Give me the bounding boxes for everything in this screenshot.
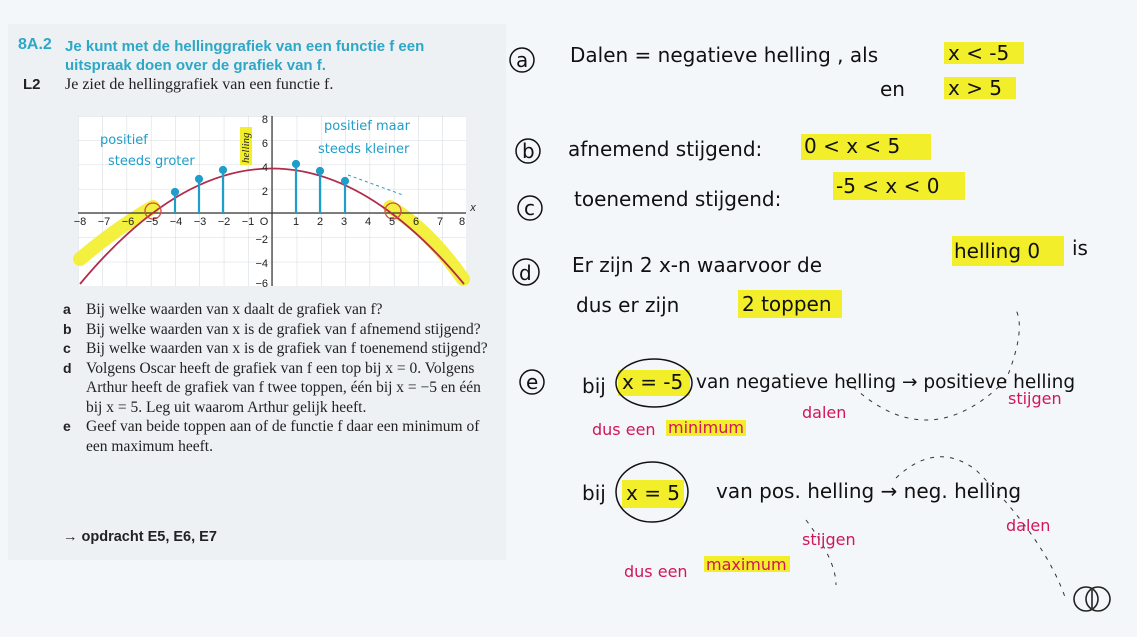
question-text: Bij welke waarden van x is de grafiek van f afnemend stijgend? (86, 320, 481, 338)
x-tick: 8 (458, 216, 466, 228)
y-tick: −6 (255, 278, 268, 290)
x-tick: −8 (73, 216, 87, 228)
question-e (63, 417, 493, 456)
exercise-level: L2 (23, 76, 41, 93)
note-a-cond1: x < -5 (948, 41, 1010, 65)
x-tick: 5 (388, 216, 396, 228)
note-d-toppen: 2 toppen (742, 292, 832, 316)
note-e2-x: x = 5 (626, 481, 681, 505)
handwritten-notes (506, 0, 1137, 637)
question-text: Geef van beide toppen aan of de functie f daar een minimum of een maximum heeft. (86, 418, 480, 455)
note-d-line1: Er zijn 2 x-n waarvoor de (572, 253, 823, 277)
note-e2-stijgen: stijgen (802, 530, 856, 549)
note-e2-rest: van pos. helling → neg. helling (716, 479, 1022, 503)
note-d-helling: helling 0 (954, 239, 1041, 263)
note-c-cond: -5 < x < 0 (836, 174, 940, 198)
x-tick: −4 (169, 216, 183, 228)
note-c-text: toenemend stijgend: (574, 187, 782, 211)
note-e1-stijgen: stijgen (1008, 389, 1062, 408)
y-tick: 6 (261, 138, 268, 150)
question-d (63, 359, 493, 418)
dot-x-3 (196, 176, 202, 182)
exercise-intro: Je ziet de hellinggrafiek van een functie f. (65, 76, 334, 93)
question-a (63, 300, 493, 320)
x-tick: 7 (436, 216, 444, 228)
app-logo-icon (1074, 587, 1110, 611)
note-a-en: en (880, 77, 905, 101)
dot-x2 (317, 168, 323, 174)
note-e-label: e (526, 370, 539, 394)
note-e1-rest: van negatieve helling → positieve helling (696, 372, 1076, 393)
y-axis-label: helling (240, 132, 252, 163)
y-tick: 2 (261, 186, 268, 198)
note-e2-dus: dus een (624, 562, 688, 581)
y-tick: −2 (255, 234, 268, 246)
note-a-cond2: x > 5 (948, 76, 1003, 100)
question-label: e (63, 418, 71, 434)
slope-graph (68, 109, 476, 299)
x-tick: 2 (316, 216, 324, 228)
x-tick: −7 (97, 216, 111, 228)
question-text: Bij welke waarden van x daalt de grafiek van f? (86, 301, 383, 318)
question-list (63, 300, 493, 456)
dot-x-2 (220, 167, 226, 173)
note-a-text: Dalen = negatieve helling , als (570, 43, 879, 67)
annotation-positief: positief (100, 133, 148, 148)
textbook-excerpt (8, 24, 506, 560)
note-e1-dus: dus een (592, 420, 656, 439)
x-tick: −5 (145, 216, 159, 228)
note-e2-dalen: dalen (1006, 516, 1051, 535)
note-e1-min: minimum (668, 418, 744, 437)
note-e1-dalen: dalen (802, 403, 847, 422)
x-tick: −2 (217, 216, 231, 228)
question-label: b (63, 320, 72, 337)
note-b-label: b (522, 139, 535, 163)
exercise-header: Je kunt met de hellinggrafiek van een functie f een uitspraak doen over de grafiek van f. (65, 38, 425, 74)
dot-x1 (293, 161, 299, 167)
x-tick: 4 (364, 216, 372, 228)
question-label: c (63, 340, 71, 356)
question-label: d (63, 359, 72, 376)
note-e1-x: x = -5 (622, 370, 684, 394)
annotation-positief-maar: positief maar (324, 119, 410, 134)
question-b (63, 320, 493, 340)
y-tick: 8 (261, 114, 268, 126)
note-d-label: d (519, 261, 532, 285)
x-tick: −3 (193, 216, 207, 228)
x-axis-label: x (470, 202, 476, 214)
x-tick: O (259, 216, 269, 228)
note-d-is: is (1072, 236, 1088, 260)
x-tick: −6 (121, 216, 135, 228)
question-text: Volgens Oscar heeft de grafiek van f een top bij x = 0. Volgens Arthur heeft de grafiek van f twee toppen, één bij x = −5 en één bij x = 5. Leg uit waarom Arthur gelijk heeft. (86, 359, 481, 416)
note-e2-max: maximum (706, 555, 787, 574)
x-tick: 6 (412, 216, 420, 228)
y-tick: 4 (261, 162, 268, 174)
dot-x-4 (172, 189, 178, 195)
arc-e1 (846, 310, 1019, 420)
note-b-cond: 0 < x < 5 (804, 134, 901, 158)
y-tick: −4 (255, 258, 268, 270)
dot-x3 (342, 178, 348, 184)
annotation-steeds-groter: steeds groter (108, 154, 195, 169)
note-a-label: a (516, 48, 529, 72)
x-tick: 1 (292, 216, 300, 228)
note-b-text: afnemend stijgend: (568, 137, 763, 161)
note-e2-bij: bij (582, 481, 606, 505)
annotation-steeds-kleiner: steeds kleiner (318, 142, 410, 157)
question-label: a (63, 301, 71, 317)
exercise-number: 8A.2 (18, 36, 52, 53)
question-c (63, 339, 493, 359)
question-text: Bij welke waarden van x is de grafiek van f toenemend stijgend? (86, 340, 488, 357)
x-tick: 3 (340, 216, 348, 228)
note-e1-bij: bij (582, 374, 606, 398)
note-c-label: c (524, 196, 535, 220)
note-d-line2: dus er zijn (576, 293, 680, 317)
task-reference: → opdracht E5, E6, E7 (63, 529, 217, 545)
x-tick: −1 (241, 216, 255, 228)
